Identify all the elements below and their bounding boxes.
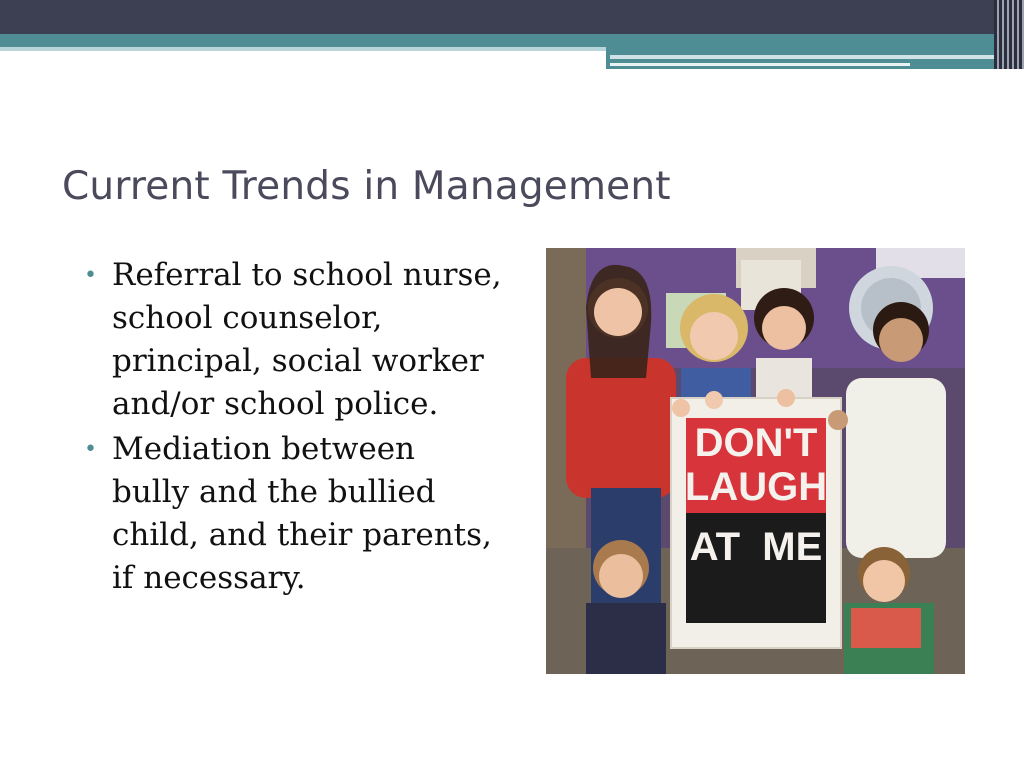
children-sign-photo	[546, 248, 965, 674]
header-light-band	[0, 47, 606, 51]
sign-line-2: LAUGH	[684, 465, 828, 509]
sign-line-1: DON'T	[694, 421, 818, 465]
header-right-thin-line	[610, 63, 910, 66]
bullet-text: Mediation between bully and the bullied child, and their parents, if necessary.	[112, 431, 492, 596]
bullet-text: Referral to school nurse, school counselor, principal, social worker and/or school police.	[112, 257, 502, 422]
header-stripes	[994, 0, 1024, 69]
slide-title: Current Trends in Management	[62, 164, 671, 209]
bullet-item-mediation	[82, 428, 502, 600]
bullet-item-referral	[82, 254, 502, 426]
bullet-list	[82, 254, 502, 602]
header-dark-band	[0, 0, 1024, 34]
bullet-dot-icon: •	[84, 263, 97, 288]
sign-line-3: AT ME	[689, 525, 823, 569]
header-teal-band	[0, 34, 1024, 47]
header-right-inner-line	[610, 55, 1024, 59]
bullet-dot-icon: •	[84, 437, 97, 462]
